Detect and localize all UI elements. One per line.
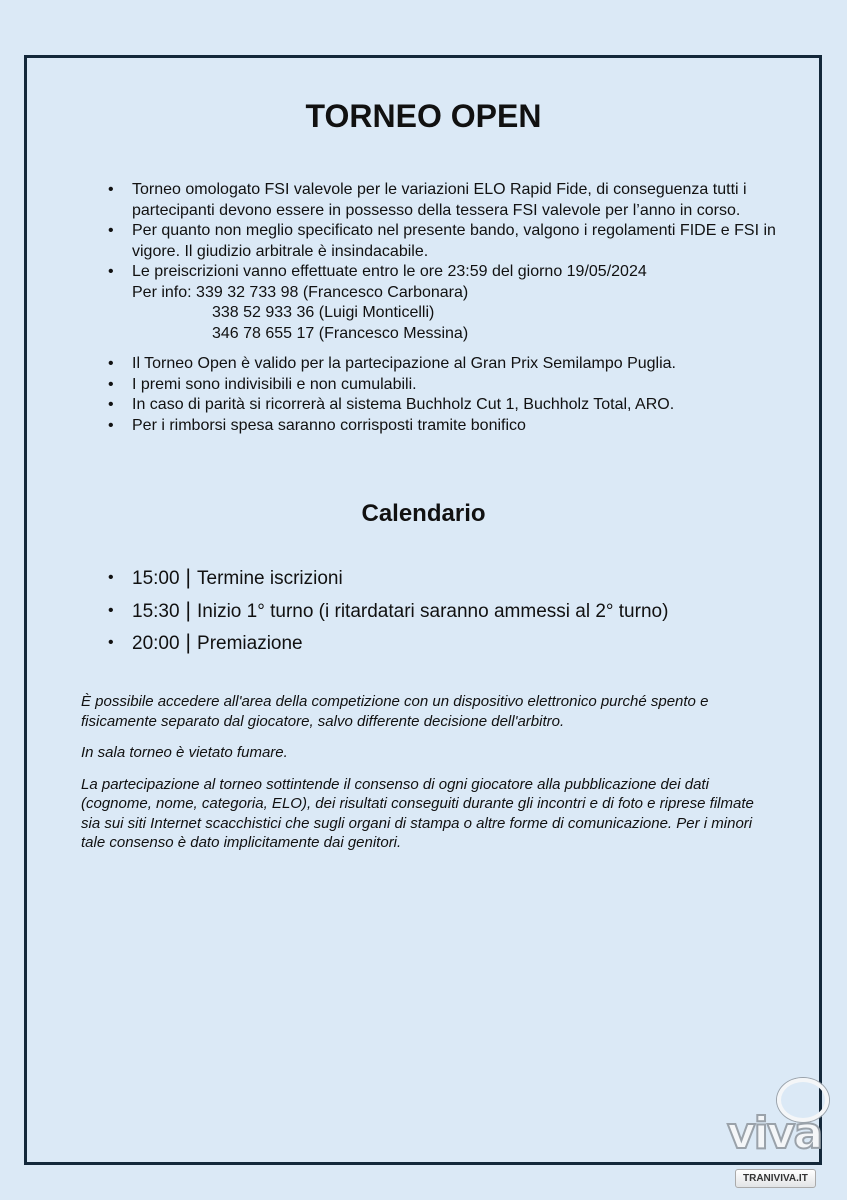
calendar-event: Inizio 1° turno (i ritardatari saranno ammessi al 2° turno) (197, 600, 669, 622)
calendar-time: 15:30 (132, 600, 180, 622)
registration-item (132, 262, 802, 354)
calendar-item (132, 562, 668, 595)
calendar-event: Termine iscrizioni (197, 568, 343, 589)
calendar-title: Calendario (361, 500, 486, 527)
rule-item: • I premi sono indivisibili e non cumulabili. (132, 375, 802, 396)
contact-line (132, 283, 802, 304)
separator: | (185, 631, 192, 654)
note-paragraph: In sala torneo è vietato fumare. (81, 744, 288, 761)
note-paragraph: È possibile accedere all'area della competizione con un dispositivo elettronico purché spento e fisicamente separato dal giocatore, salvo differente decisione dell'arbitro. (81, 693, 709, 730)
rule-item: • Per i rimborsi spesa saranno corrisposti tramite bonifico (132, 416, 802, 437)
rule-item: • Torneo omologato FSI valevole per le variazioni ELO Rapid Fide, di conseguenza tutti i partecipanti devono essere in possesso della tessera FSI valevole per l’anno in corso. (132, 180, 802, 221)
separator: | (185, 598, 192, 622)
contact: 338 52 933 36 (Luigi Monticelli) (212, 304, 435, 321)
notes-section (81, 692, 771, 865)
rules-list (105, 180, 802, 436)
calendar-item (132, 627, 668, 660)
logo-text: viva (727, 1108, 822, 1159)
traniviva-watermark (725, 1078, 835, 1188)
page-title: TORNEO OPEN (305, 98, 542, 134)
note-paragraph: La partecipazione al torneo sottintende il consenso di ogni giocatore alla pubblicazione dei dati (cognome, nome, categoria, ELO), dei risultati conseguiti durante gli incontri e di foto e riprese filmate sia sui siti Internet scacchistici che sugli organi di stampa o altre forme di comunicazione. Per i minori tale consenso è dato implicitamente dai genitori. (81, 775, 754, 851)
rule-item: • In caso di parità si ricorrerà al sistema Buchholz Cut 1, Buchholz Total, ARO. (132, 395, 802, 416)
logo-badge: TRANIVIVA.IT (735, 1169, 816, 1188)
rule-item: • Il Torneo Open è valido per la partecipazione al Gran Prix Semilampo Puglia. (132, 354, 802, 375)
contact: 339 32 733 98 (Francesco Carbonara) (196, 283, 469, 301)
calendar-event: Premiazione (197, 633, 303, 654)
calendar-time: 15:00 (132, 568, 180, 589)
calendar-list (105, 562, 668, 660)
separator: | (185, 566, 192, 589)
calendar-time: 20:00 (132, 633, 180, 654)
registration-deadline: • Le preiscrizioni vanno effettuate entro le ore 23:59 del giorno 19/05/2024 (132, 263, 647, 280)
info-label: Per info: (132, 283, 192, 301)
calendar-item (132, 595, 668, 628)
rule-item: • Per quanto non meglio specificato nel presente bando, valgono i regolamenti FIDE e FSI in vigore. Il giudizio arbitrale è insindacabile. (132, 221, 802, 262)
contact: 346 78 655 17 (Francesco Messina) (212, 324, 469, 342)
